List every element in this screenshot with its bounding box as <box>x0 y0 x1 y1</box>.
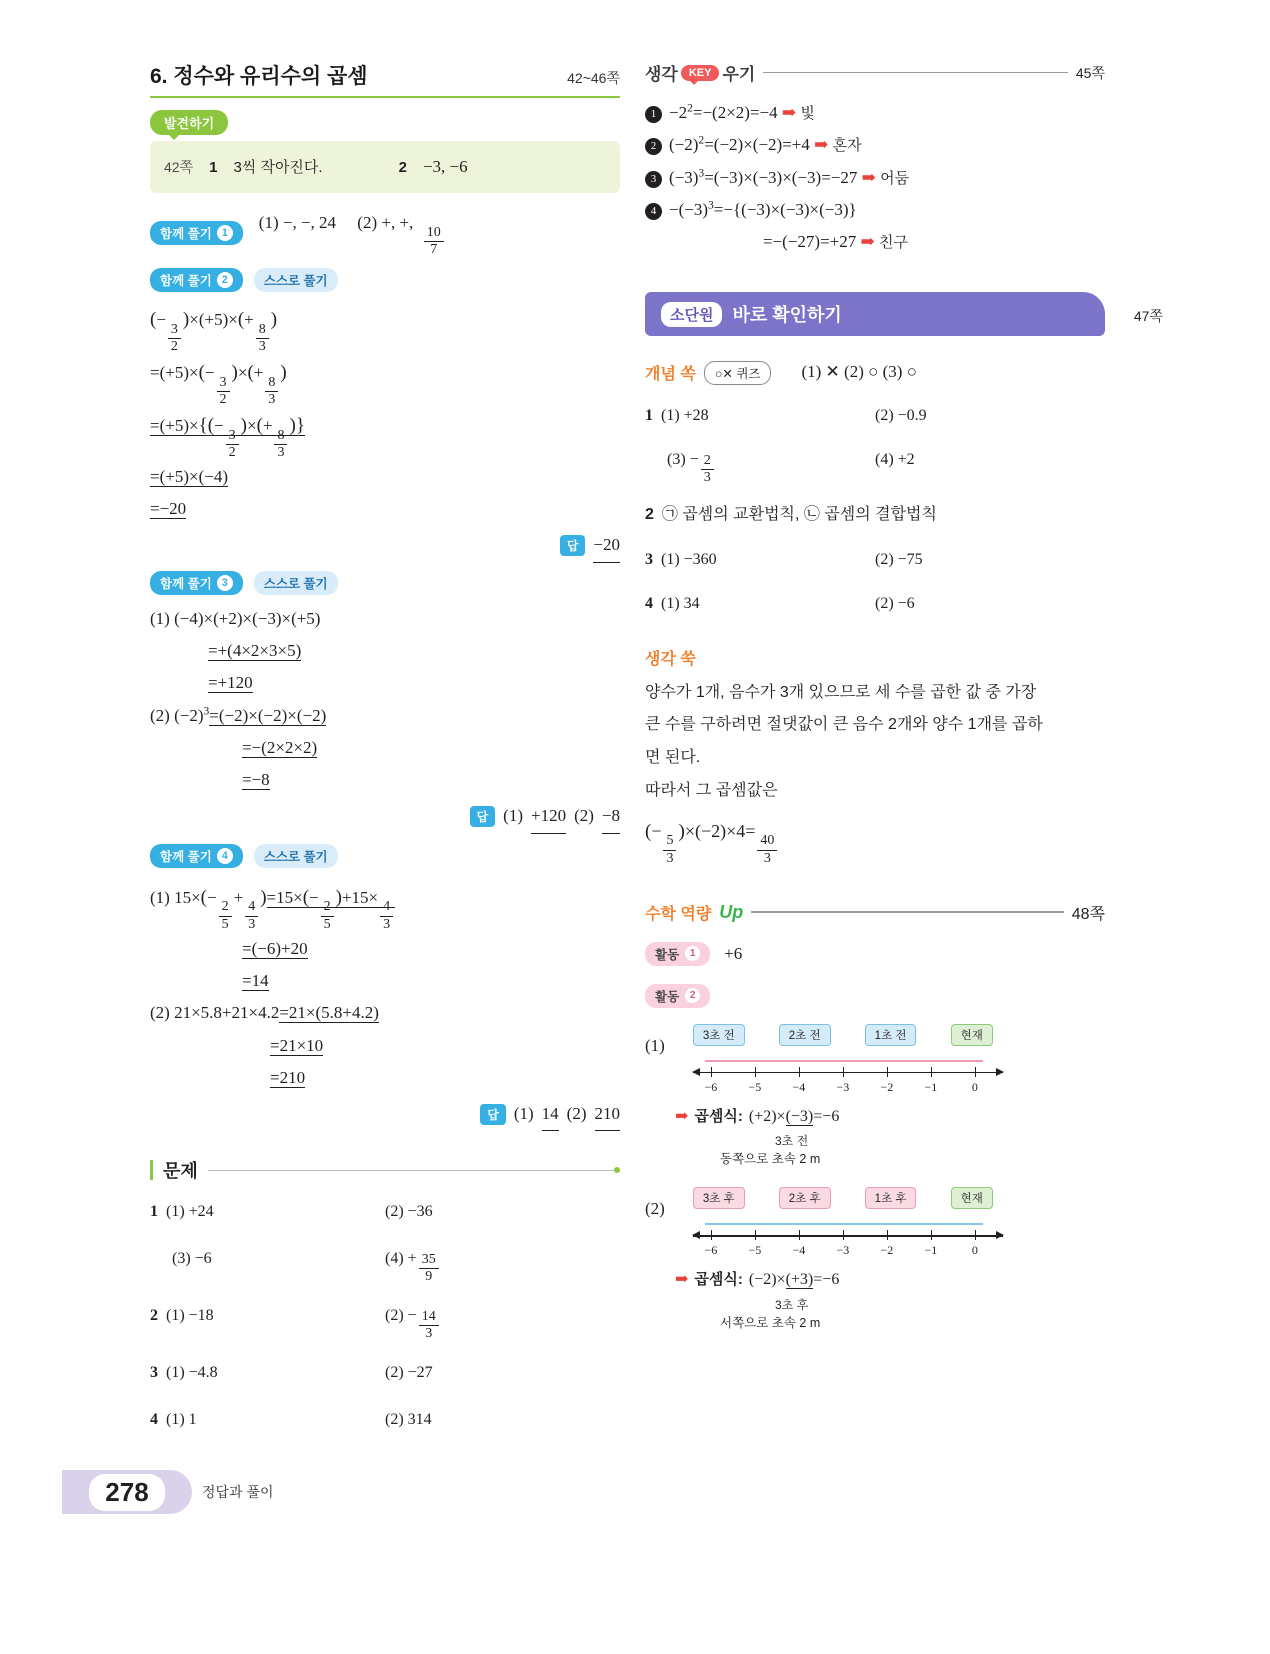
sub-number: (2) <box>875 550 894 568</box>
sub-number: (2) <box>385 1307 404 1324</box>
together-4-row <box>150 844 620 868</box>
numberline-2-note-a: 3초 후 <box>775 1297 809 1312</box>
sub-number: (2) <box>875 595 894 613</box>
answer-value: +2 <box>897 451 915 469</box>
motion-arrow <box>705 1223 983 1225</box>
together-3-row <box>150 571 620 595</box>
problem-row <box>385 1405 620 1435</box>
problem-number: 1 <box>150 1203 158 1221</box>
sub-number: (2) <box>385 1364 404 1382</box>
problem-rule <box>208 1170 620 1171</box>
concept-row <box>645 356 1105 388</box>
answer-value: 314 <box>407 1410 432 1428</box>
tick-label: −3 <box>836 1079 850 1094</box>
problem-number: 4 <box>150 1410 158 1428</box>
discover-badge: 발견하기 <box>150 110 228 135</box>
activity-number: 1 <box>685 946 700 961</box>
page-number: 278 <box>89 1474 164 1511</box>
solution-line: =(+5)×(−4) <box>150 466 228 486</box>
problem-row <box>385 1197 620 1227</box>
answer-value: −6 <box>194 1249 212 1267</box>
subunit-title: 바로 확인하기 <box>732 305 842 326</box>
tick-label: −2 <box>880 1243 894 1258</box>
check-answers-grid <box>645 401 1105 620</box>
think-key-item: 3 $(-3)^3=(-3)\times(-3)\times(-3)=-27$ ➡ 어둠 <box>645 162 1105 194</box>
answer-badge: 답 <box>560 535 586 556</box>
numberline-1-note-a: 3초 전 <box>775 1134 809 1149</box>
tick-label: −3 <box>836 1243 850 1258</box>
answer-value: +28 <box>683 406 709 424</box>
sub-number: (1) <box>661 550 680 568</box>
time-label-now: 현재 <box>951 1187 993 1209</box>
together-1-answers: (1) −, −, 24 (2) +, +, $\frac{10}{7}$ <box>259 207 446 258</box>
solution-line: (− $\frac{3}{2}$ )×(+5)×(+ $\frac{8}{3}$ ) <box>150 309 278 354</box>
time-label-3s: 3초 전 <box>693 1024 745 1046</box>
capability-label: 수학 역량 <box>645 905 712 923</box>
problem-row <box>150 1244 385 1285</box>
time-label-1s: 1초 후 <box>865 1187 917 1209</box>
solution-line: =−8 <box>242 770 270 790</box>
together-2-answer <box>150 529 620 562</box>
answer-2-value: −8 <box>602 800 620 833</box>
discover-q2-number: 2 <box>398 159 407 176</box>
tick-label: −1 <box>924 1079 938 1094</box>
discover-q1-answer: 3씩 작아진다. <box>233 159 323 176</box>
discover-box <box>150 141 620 193</box>
activity-label: 활동 <box>655 947 680 962</box>
paragraph-line: 면 된다. <box>645 749 701 767</box>
together-1-number: 1 <box>217 225 233 241</box>
solution-line: (1) 15×(− $\frac{2}{5}$ + $\frac{4}{3}$ )=15×(− $\frac{2}{5}$ )+15× $\frac{4}{3}$ <box>150 880 620 933</box>
numberline-1-number: (1) <box>645 1035 665 1055</box>
numberline-1-axis <box>693 1050 1003 1092</box>
sub-number: (1) <box>166 1203 185 1221</box>
header-rule <box>763 72 1068 73</box>
problem-title: 문제 <box>163 1161 198 1182</box>
right-column <box>645 60 1163 1331</box>
problem-row <box>150 1358 385 1388</box>
think-key-item: $4 -(-3)^3=-\{(-3)\times(-3)\times(-3)\}$ <box>645 194 1105 226</box>
capability-header <box>645 901 1105 924</box>
problem-row <box>150 1301 385 1342</box>
together-2-row <box>150 268 620 292</box>
item-number: 1 <box>645 406 653 424</box>
quiz-answers: (1) ✕ (2) ○ (3) ○ <box>801 362 917 382</box>
together-2-number: 2 <box>217 272 233 288</box>
activity-2-badge <box>645 984 710 1008</box>
activity-2-row <box>645 970 1105 1008</box>
tick-label: −5 <box>748 1243 762 1258</box>
tick-label: −6 <box>704 1079 718 1094</box>
numberline-1-labels <box>693 1024 993 1046</box>
paragraph-line: 큰 수를 구하려면 절댓값이 큰 음수 2개와 양수 1개를 곱하 <box>645 716 1043 734</box>
tick-label: −1 <box>924 1243 938 1258</box>
solution-line: =21×10 <box>270 1035 324 1055</box>
subunit-page: 47쪽 <box>1133 308 1163 325</box>
item-number: 3 <box>645 550 653 568</box>
subunit-banner <box>645 292 1163 336</box>
think-label: 생각 <box>645 65 678 84</box>
motion-arrow <box>705 1060 983 1062</box>
together-1-tag-label: 함께 풀기 <box>160 226 212 241</box>
together-3-solution <box>150 603 620 797</box>
item-number: 2 <box>645 506 654 524</box>
answer-value: −18 <box>188 1307 214 1324</box>
sub-number: (2) <box>875 406 894 424</box>
time-label-1s: 1초 전 <box>865 1024 917 1046</box>
numberline-2 <box>693 1187 1105 1258</box>
together-4-number: 4 <box>217 848 233 864</box>
problem-row <box>150 1197 385 1227</box>
solution-line: (1) (−4)×(+2)×(−3)×(+5) <box>150 608 321 628</box>
solution-line: (2) $(-2)^3=(-2)\times(-2)\times(-2)$ <box>150 703 327 725</box>
together-1-tag <box>150 221 243 245</box>
solution-line: =(+5)×(− $\frac{3}{2}$ )×(+ $\frac{8}{3}$ ) <box>150 362 287 407</box>
left-column <box>150 60 620 1435</box>
concept-label: 개념 쏙 <box>645 366 696 384</box>
together-2-subtag: 스스로 풀기 <box>254 268 338 292</box>
together-4-subtag: 스스로 풀기 <box>254 844 338 868</box>
capability-page: 48쪽 <box>1071 905 1105 923</box>
check-row <box>875 589 1105 619</box>
answer-value: −20 <box>593 529 620 562</box>
check-row <box>645 545 875 575</box>
think-up-label: 생각 쑥 <box>645 650 696 668</box>
page-footer <box>62 1470 274 1514</box>
check-row <box>875 545 1105 575</box>
problem-row <box>385 1358 620 1388</box>
tick-label: 0 <box>971 1079 978 1094</box>
activity-1-badge <box>645 942 710 966</box>
time-label-2s: 2초 전 <box>779 1024 831 1046</box>
sub-number: (2) <box>385 1410 404 1428</box>
answer-1-value: +120 <box>531 800 566 833</box>
answer-value: −0.9 <box>897 406 927 424</box>
solution-line: =(−6)+20 <box>242 938 308 958</box>
numberline-1-note-b: 동쪽으로 초속 2 m <box>720 1152 821 1167</box>
answer-2-number: (2) <box>566 1104 587 1124</box>
answer-value: +24 <box>188 1203 214 1221</box>
together-1-row <box>150 207 620 258</box>
tick-label: −4 <box>792 1079 806 1094</box>
think-up-equation: (− $\frac{5}{3}$ )×(−2)×4= $\frac{40}{3}$ <box>645 814 1105 867</box>
paragraph-line: 양수가 1개, 음수가 3개 있으므로 세 수를 곱한 값 중 가장 <box>645 683 1037 701</box>
solution-line: (2) 21×5.8+21×4.2=21×(5.8+4.2) <box>150 1003 379 1023</box>
tick-label: −4 <box>792 1243 806 1258</box>
answer-value: −4.8 <box>188 1364 218 1382</box>
check-row <box>645 401 875 431</box>
solution-line: =210 <box>270 1067 306 1087</box>
footer-label: 정답과 풀이 <box>202 1484 274 1500</box>
numberline-2-equation: ➡ 곱셈식: (−2)×(+3)=−6 <box>675 1265 1105 1295</box>
numberline-1 <box>693 1024 1105 1092</box>
sub-number: (3) <box>667 451 686 469</box>
sub-number: (4) <box>385 1249 404 1267</box>
time-label-3s: 3초 후 <box>693 1187 745 1209</box>
tick-label: 0 <box>971 1243 978 1258</box>
answer-value: −360 <box>683 550 717 568</box>
together-4-tag-label: 함께 풀기 <box>160 849 212 864</box>
solution-line: =14 <box>242 970 269 990</box>
together-3-subtag: 스스로 풀기 <box>254 571 338 595</box>
discover-q2-answer: −3, −6 <box>422 157 468 176</box>
problem-section-header <box>150 1157 620 1183</box>
check-row <box>875 445 1105 486</box>
together-2-solution <box>150 302 620 525</box>
think-key-header <box>645 60 1105 85</box>
numberline-1-block <box>645 1018 1105 1092</box>
activity-label: 활동 <box>655 989 680 1004</box>
answer-value: −75 <box>897 550 923 568</box>
check-row <box>645 589 875 619</box>
numberline-2-axis <box>693 1213 1003 1258</box>
capability-rule <box>751 911 1063 912</box>
numberline-2-block <box>645 1181 1105 1258</box>
page-number-plate <box>62 1470 192 1514</box>
problem-number: 2 <box>150 1307 158 1324</box>
section-title-text: 6. 정수와 유리수의 곱셈 <box>150 65 368 88</box>
tick-label: −5 <box>748 1079 762 1094</box>
sub-number: (4) <box>875 451 894 469</box>
problem-row <box>150 1405 385 1435</box>
section-title <box>150 60 620 98</box>
think-key-item: $1 -2^2=-(2\times 2)=-4$ ➡ 빛 <box>645 97 1105 129</box>
problem-number: 3 <box>150 1364 158 1382</box>
answer-value: 34 <box>683 595 700 613</box>
think-key-item: =−(−27)=+27 ➡ 친구 <box>763 232 908 252</box>
time-label-2s: 2초 후 <box>779 1187 831 1209</box>
think-key-item: 2 $(-2)^2=(-2)\times(-2)=+4$ ➡ 혼자 <box>645 129 1105 161</box>
problem-row: (4) + $\frac{35}{9}$ <box>385 1244 620 1285</box>
together-4-answer <box>150 1098 620 1131</box>
think-label-b: 우기 <box>722 65 756 84</box>
sub-number: (1) <box>661 406 680 424</box>
together-2-tag-label: 함께 풀기 <box>160 274 212 289</box>
answer-value: −36 <box>407 1203 433 1221</box>
tick-label: −2 <box>880 1079 894 1094</box>
answer-value: ㉠ 곱셈의 교환법칙, ㉡ 곱셈의 결합법칙 <box>661 506 937 524</box>
activity-1-value: +6 <box>724 943 743 963</box>
sub-number: (1) <box>166 1410 185 1428</box>
capability-up-icon: Up <box>719 901 744 922</box>
sub-number: (1) <box>166 1307 185 1324</box>
problem-row: (2) − $\frac{14}{3}$ <box>385 1301 620 1342</box>
time-label-now: 현재 <box>951 1024 993 1046</box>
check-row <box>875 401 1105 431</box>
activity-1-row <box>645 924 1105 970</box>
solution-line: =−20 <box>150 499 187 519</box>
numberline-1-equation: ➡ 곱셈식: (+2)×(−3)=−6 <box>675 1102 1105 1132</box>
think-key-page: 45쪽 <box>1075 64 1105 81</box>
solution-line: =(+5)×{(− $\frac{3}{2}$ )×(+ $\frac{8}{3}$ )} <box>150 414 305 460</box>
activity-number: 2 <box>685 988 700 1003</box>
check-row: (3) − $\frac{2}{3}$ <box>645 445 875 486</box>
discover-page: 42쪽 <box>164 159 194 175</box>
quiz-badge: ○✕ 퀴즈 <box>704 361 772 385</box>
together-3-answer <box>150 800 620 833</box>
numberline-2-number: (2) <box>645 1199 665 1219</box>
answer-2-value: 210 <box>595 1098 621 1131</box>
think-key-label <box>645 60 755 85</box>
sub-number: (2) <box>385 1203 404 1221</box>
tick-label: −6 <box>704 1243 718 1258</box>
discover-q1-number: 1 <box>209 159 218 176</box>
together-3-tag-label: 함께 풀기 <box>160 576 212 591</box>
solution-line: =−(2×2×2) <box>242 737 318 757</box>
sub-number: (1) <box>166 1364 185 1382</box>
answer-1-number: (1) <box>503 806 523 826</box>
check-row <box>645 500 1105 530</box>
solution-line: =+120 <box>208 673 253 693</box>
together-3-tag <box>150 571 243 595</box>
together-4-tag <box>150 844 243 868</box>
equation-value: (+2)×(−3)=−6 <box>748 1107 840 1125</box>
solution-line: =+(4×2×3×5) <box>208 640 302 660</box>
paragraph-line: 따라서 그 곱셈값은 <box>645 781 778 799</box>
answer-badge: 답 <box>470 806 496 827</box>
answer-value: −6 <box>897 595 915 613</box>
equation-label: 곱셈식: <box>694 1271 743 1289</box>
equation-value: (−2)×(+3)=−6 <box>748 1271 840 1289</box>
equation-label: 곱셈식: <box>694 1107 743 1125</box>
sub-number: (3) <box>172 1249 191 1267</box>
key-badge: KEY <box>681 65 720 81</box>
numberline-2-note-b: 서쪽으로 초속 2 m <box>720 1315 821 1330</box>
answer-value: −27 <box>407 1364 433 1382</box>
subunit-chip: 소단원 <box>661 302 722 327</box>
answer-1-value: 14 <box>542 1098 559 1131</box>
numberline-2-labels <box>693 1187 993 1209</box>
together-4-solution <box>150 880 620 1094</box>
together-2-tag <box>150 268 243 292</box>
think-key-items <box>645 97 1105 258</box>
sub-number: (1) <box>661 595 680 613</box>
answer-badge: 답 <box>480 1104 506 1125</box>
problem-answers-grid <box>150 1197 620 1435</box>
answer-2-number: (2) <box>574 806 594 826</box>
together-3-number: 3 <box>217 575 233 591</box>
think-up-paragraph <box>645 677 1105 808</box>
section-page-range: 42~46쪽 <box>567 70 620 86</box>
answer-value: 1 <box>188 1410 197 1428</box>
answer-1-number: (1) <box>513 1104 534 1124</box>
item-number: 4 <box>645 595 653 613</box>
problem-bar <box>150 1160 153 1180</box>
